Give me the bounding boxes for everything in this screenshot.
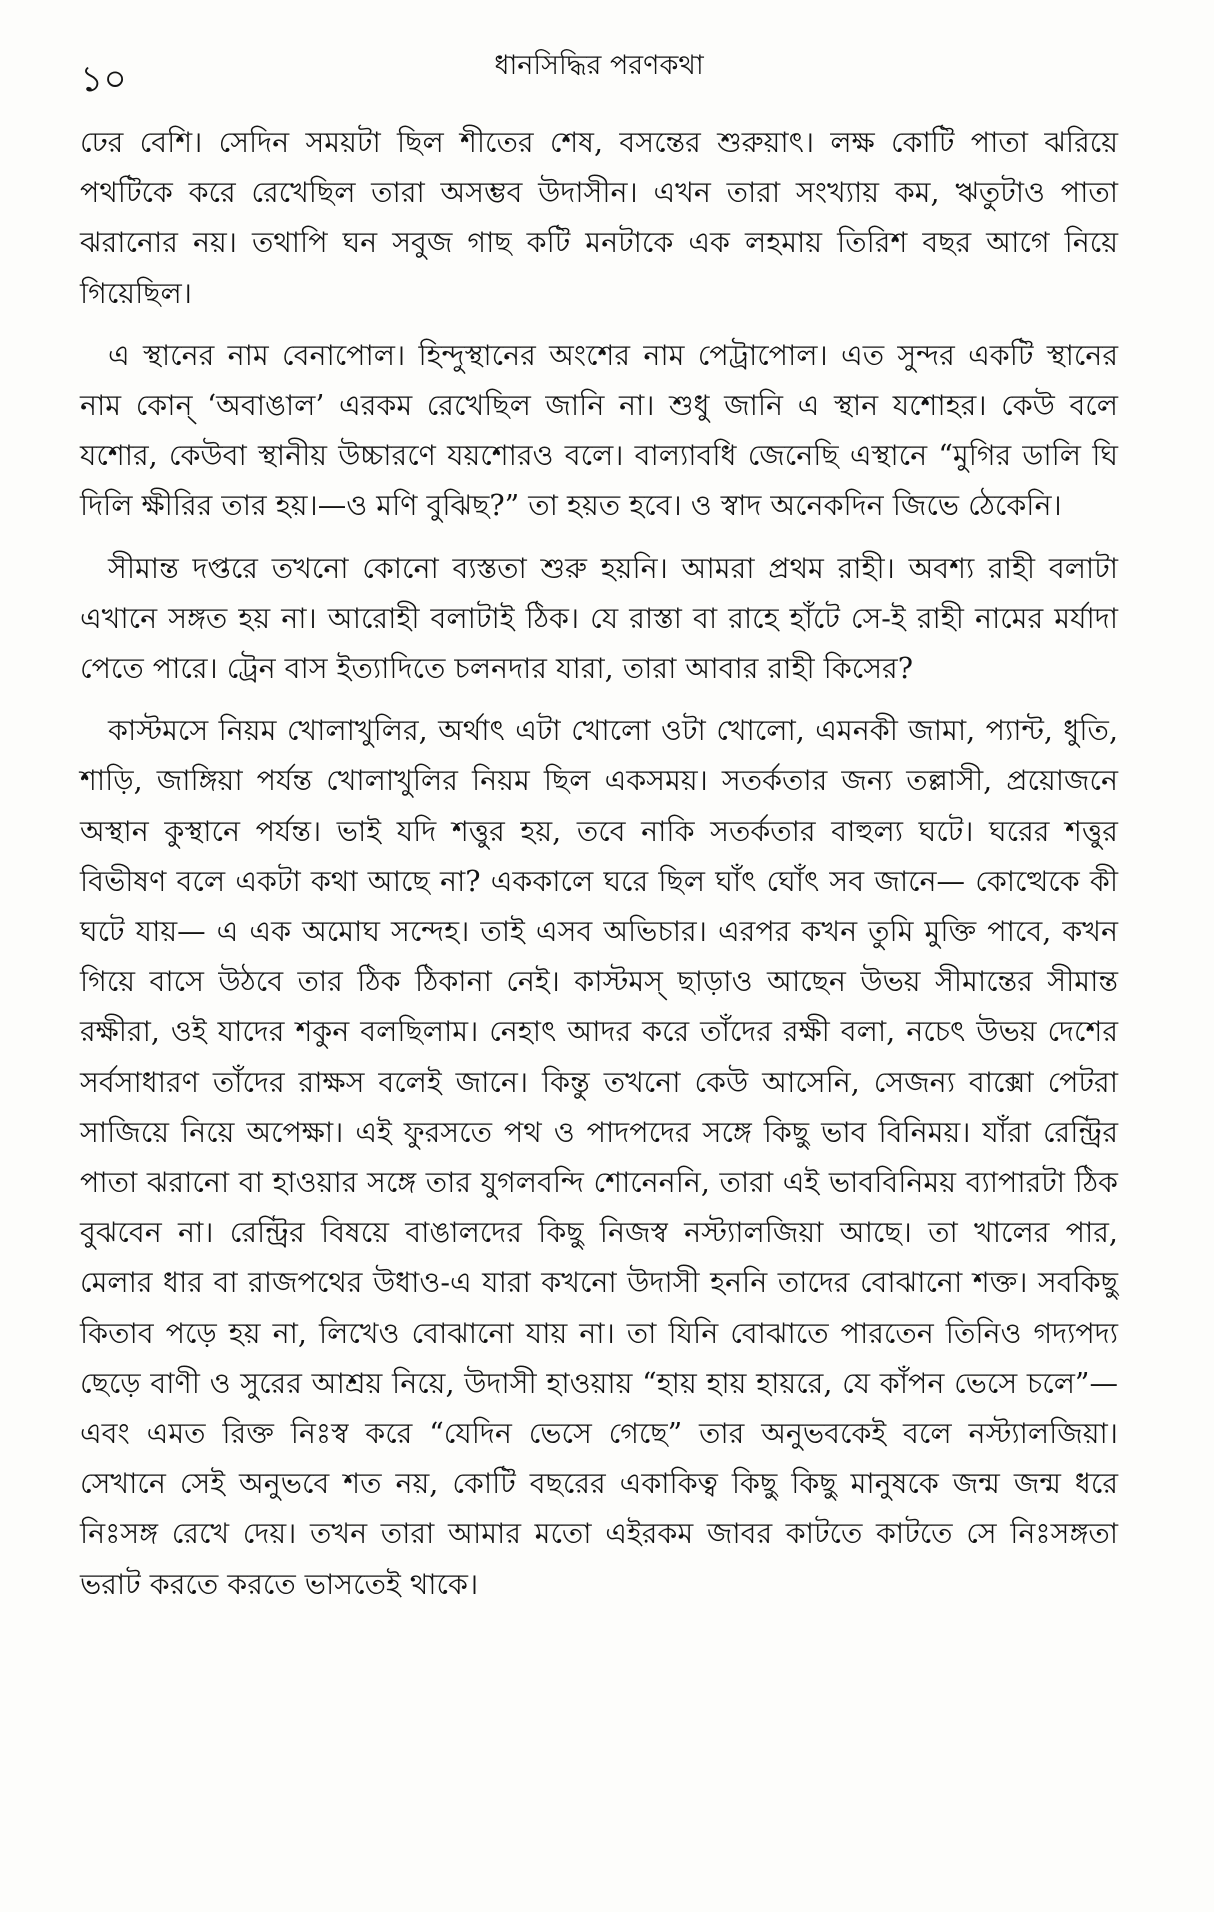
page-header bbox=[80, 0, 1118, 118]
paragraph-3: সীমান্ত দপ্তরে তখনো কোনো ব্যস্ততা শুরু হয়নি। আমরা প্রথম রাহী। অবশ্য রাহী বলাটা এখানে সঙ্গত হয় না। আরোহী বলাটাই ঠিক। যে রাস্তা বা রাহে হাঁটে সে-ই রাহী নামের মর্যাদা পেতে পারে। ট্রেন বাস ইত্যাদিতে চলনদার যারা, তারা আবার রাহী কিসের? bbox=[80, 551, 1118, 686]
paragraph-2: এ স্থানের নাম বেনাপোল। হিন্দুস্থানের অংশের নাম পেট্রাপোল। এত সুন্দর একটি স্থানের নাম কোন্ ‘অবাঙাল’ এরকম রেখেছিল জানি না। শুধু জানি এ স্থান যশোহর। কেউ বলে যশোর, কেউবা স্থানীয় উচ্চারণে যয়শোরও বলে। বাল্যাবধি জেনেছি এস্থানে “মুগির ডালি ঘি দিলি ক্ষীরির তার হয়।—ও মণি বুঝিছ?” তা হয়ত হবে। ও স্বাদ অনেকদিন জিভে ঠেকেনি। bbox=[80, 338, 1118, 523]
paragraph-4: কাস্টমসে নিয়ম খোলাখুলির, অর্থাৎ এটা খোলো ওটা খোলো, এমনকী জামা, প্যান্ট, ধুতি, শাড়ি, জাঙ্গিয়া পর্যন্ত খোলাখুলির নিয়ম ছিল একসময়। সতর্কতার জন্য তল্লাসী, প্রয়োজনে অস্থান কুস্থানে পর্যন্ত। ভাই যদি শত্তুর হয়, তবে নাকি সতর্কতার বাহুল্য ঘটে। ঘরের শত্তুর বিভীষণ বলে একটা কথা আছে না? এককালে ঘরে ছিল ঘাঁৎ ঘোঁৎ সব জানে— কোত্থেকে কী ঘটে যায়— এ এক অমোঘ সন্দেহ। তাই এসব অভিচার। এরপর কখন তুমি মুক্তি পাবে, কখন গিয়ে বাসে উঠবে তার ঠিক ঠিকানা নেই। কাস্টমস্ ছাড়াও আছেন উভয় সীমান্তের সীমান্ত রক্ষীরা, ওই যাদের শকুন বলছিলাম। নেহাৎ আদর করে তাঁদের রক্ষী বলা, নচেৎ উভয় দেশের সর্বসাধারণ তাঁদের রাক্ষস বলেই জানে। কিন্তু তখনো কেউ আসেনি, সেজন্য বাক্সো পেটরা সাজিয়ে নিয়ে অপেক্ষা। এই ফুরসতে পথ ও পাদপদের সঙ্গে কিছু ভাব বিনিময়। যাঁরা রেন্ট্রির পাতা ঝরানো বা হাওয়ার সঙ্গে তার যুগলবন্দি শোনেননি, তারা এই ভাববিনিময় ব্যাপারটা ঠিক বুঝবেন না। রেন্ট্রির বিষয়ে বাঙালদের কিছু নিজস্ব নস্ট্যালজিয়া আছে। তা খালের পার, মেলার ধার বা রাজপথের উধাও-এ যারা কখনো উদাসী হননি তাদের বোঝানো শক্ত। সবকিছু কিতাব পড়ে হয় না, লিখেও বোঝানো যায় না। তা যিনি বোঝাতে পারতেন তিনিও গদ্যপদ্য ছেড়ে বাণী ও সুরের আশ্রয় নিয়ে, উদাসী হাওয়ায় “হায় হায় হায়রে, যে কাঁপন ভেসে চলে”— এবং এমত রিক্ত নিঃস্ব করে “যেদিন ভেসে গেছে” তার অনুভবকেই বলে নস্ট্যালজিয়া। সেখানে সেই অনুভবে শত নয়, কোটি বছরের একাকিত্ব কিছু কিছু মানুষকে জন্ম জন্ম ধরে নিঃসঙ্গ রেখে দেয়। তখন তারা আমার মতো এইরকম জাবর কাটতে কাটতে সে নিঃসঙ্গতা ভরাট করতে করতে ভাসতেই থাকে। bbox=[80, 714, 1118, 1601]
paragraph-1: ঢের বেশি। সেদিন সময়টা ছিল শীতের শেষ, বসন্তের শুরুয়াৎ। লক্ষ কোটি পাতা ঝরিয়ে পথটিকে করে রেখেছিল তারা অসম্ভব উদাসীন। এখন তারা সংখ্যায় কম, ঋতুটাও পাতা ঝরানোর নয়। তথাপি ঘন সবুজ গাছ কটি মনটাকে এক লহমায় তিরিশ বছর আগে নিয়ে গিয়েছিল। bbox=[80, 126, 1118, 310]
body-text bbox=[80, 118, 1118, 1610]
page-number: ১০ bbox=[80, 59, 127, 100]
running-title: ধানসিদ্ধির পরণকথা bbox=[494, 50, 704, 81]
